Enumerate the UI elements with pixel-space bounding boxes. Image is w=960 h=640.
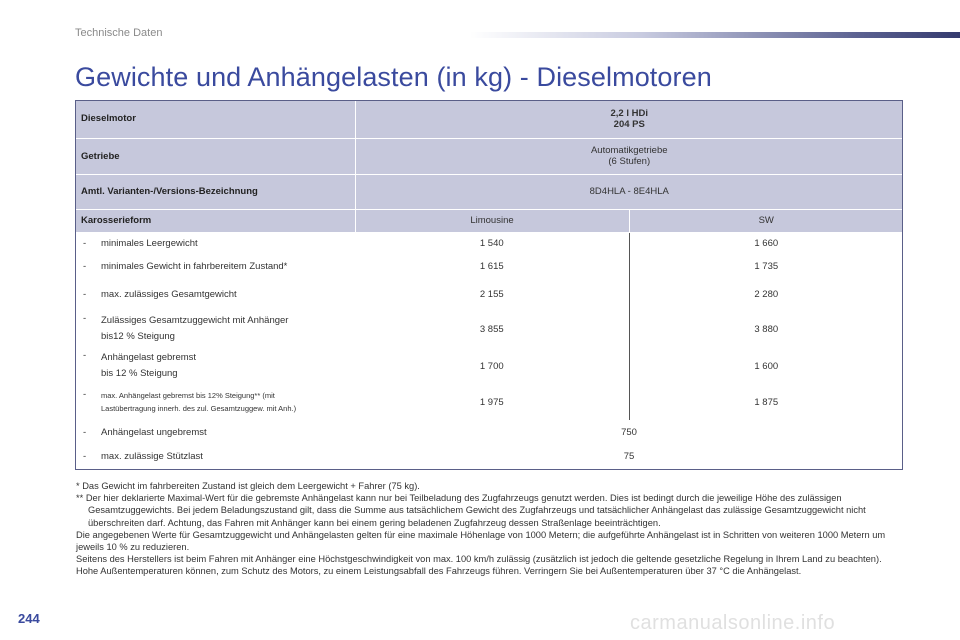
row-label-line2: Lastübertragung innerh. des zul. Gesamtzuggew. mit Anh.): [101, 404, 297, 413]
table-row: [75, 348, 903, 384]
row-dash: -: [83, 237, 87, 249]
row-dash: -: [83, 260, 87, 272]
body-row: [75, 209, 903, 232]
row-label: minimales Gewicht in fahrbereitem Zustand*: [101, 260, 288, 272]
row-dash: -: [83, 427, 87, 438]
page-title: Gewichte und Anhängelasten (in kg) - Dieselmotoren: [75, 62, 712, 92]
row-label: Anhängelast ungebremst: [101, 427, 207, 438]
row-label: minimales Leergewicht: [101, 237, 198, 249]
note-altitude: Die angegebenen Werte für Gesamtzuggewicht und Anhängelasten gelten für eine maximale Höhenlage von 1000 Metern; die aufgeführte Anhängelast ist in Schritten von weiteren 1000 Metern um jeweils 10 % zu reduzieren.: [76, 529, 886, 553]
row-value-limousine: 3 855: [479, 323, 504, 335]
footnotes: [76, 480, 906, 578]
gearbox-value: [355, 138, 903, 174]
header-gradient-bar: [470, 32, 960, 38]
body-col-sw: SW: [629, 209, 903, 232]
row-label: max. zulässiges Gesamtgewicht: [101, 288, 237, 300]
row-dash: -: [83, 288, 87, 300]
variant-row: [75, 174, 903, 209]
footnote-2: ** Der hier deklarierte Maximal-Wert für die gebremste Anhängelast kann nur bei Teilbeladung des Zugfahrzeugs genutzt werden. Dies ist bedingt durch die jeweilige Höhe des zulässigen Gesamtzuggewichts. Bei jedem Beladungszustand gilt, dass die Summe aus tatsächlichem Gewicht des Zugfahrzeugs und tatsächlicher Anhängelast das zulässige Gesamtzuggewicht nicht überschreiten darf. Achtung, das Fahren mit Anhänger kann bei einem gering beladenen Zugfahrzeug dessen Straßenlage beeinträchtigen.: [76, 493, 866, 528]
row-value-limousine: 1 975: [479, 396, 504, 408]
table-row: [75, 420, 903, 445]
table-row: [75, 278, 903, 310]
row-value-limousine: 1 700: [479, 360, 504, 372]
row-label: [101, 389, 296, 415]
row-value-limousine: 1 540: [479, 237, 504, 249]
row-value-shared: 750: [621, 427, 637, 438]
page-number: 244: [18, 611, 40, 626]
footnote-1: * Das Gewicht im fahrbereiten Zustand ist gleich dem Leergewicht + Fahrer (75 kg).: [76, 481, 420, 491]
row-value-limousine: 1 615: [479, 260, 504, 272]
weights-table: [75, 100, 903, 467]
note-speed: Seitens des Herstellers ist beim Fahren mit Anhänger eine Höchstgeschwindigkeit von max. 100 km/h zulässig (zusätzlich ist jedoch die geltende gesetzliche Regelung in Ihrem Land zu beachten).: [76, 554, 882, 565]
row-label-line1: Zulässiges Gesamtzuggewicht mit Anhänger: [101, 315, 289, 326]
row-label: [101, 350, 196, 382]
engine-value: [355, 100, 903, 138]
table-row: [75, 445, 903, 467]
body-col-limousine: Limousine: [355, 209, 629, 232]
table-row: [75, 310, 903, 348]
row-value-sw: 1 600: [629, 348, 903, 384]
note-temperature: Hohe Außentemperaturen können, zum Schutz des Motors, zu einem Leistungsabfall des Fahrzeugs führen. Verringern Sie bei Außentemperaturen über 37 °C die Anhängelast.: [76, 566, 802, 577]
row-label-line1: max. Anhängelast gebremst bis 12% Steigung** (mit: [101, 391, 275, 400]
engine-value-line2: 204 PS: [613, 118, 645, 130]
gearbox-row: [75, 138, 903, 174]
row-value-limousine: 2 155: [479, 288, 504, 300]
body-label: Karosserieform: [75, 209, 355, 232]
table-row: [75, 384, 903, 420]
row-label: [101, 313, 288, 345]
watermark: carmanualsonline.info: [630, 612, 836, 634]
row-value-sw: 1 875: [629, 384, 903, 420]
engine-label: Dieselmotor: [75, 100, 355, 138]
variant-value: 8D4HLA - 8E4HLA: [355, 174, 903, 209]
table-row: [75, 232, 903, 254]
row-dash: -: [83, 313, 87, 324]
engine-value-line1: 2,2 l HDi: [610, 107, 648, 119]
gearbox-label: Getriebe: [75, 138, 355, 174]
engine-row: [75, 100, 903, 138]
row-label-line2: bis12 % Steigung: [101, 331, 175, 342]
row-value-sw: 2 280: [629, 278, 903, 310]
variant-label: Amtl. Varianten-/Versions-Bezeichnung: [75, 174, 355, 209]
row-dash: -: [83, 389, 87, 400]
row-value-sw: 3 880: [629, 310, 903, 348]
table-row: [75, 254, 903, 278]
row-value-sw: 1 735: [629, 254, 903, 278]
row-value-sw: 1 660: [629, 232, 903, 254]
row-dash: -: [83, 450, 87, 462]
gearbox-value-line1: Automatikgetriebe: [590, 145, 668, 156]
row-dash: -: [83, 350, 87, 361]
row-label: max. zulässige Stützlast: [101, 450, 203, 462]
row-label-line1: Anhängelast gebremst: [101, 352, 197, 363]
row-label-line2: bis 12 % Steigung: [101, 368, 178, 379]
section-label: Technische Daten: [75, 27, 163, 39]
row-value-shared: 75: [623, 450, 635, 462]
gearbox-value-line2: (6 Stufen): [608, 156, 651, 167]
